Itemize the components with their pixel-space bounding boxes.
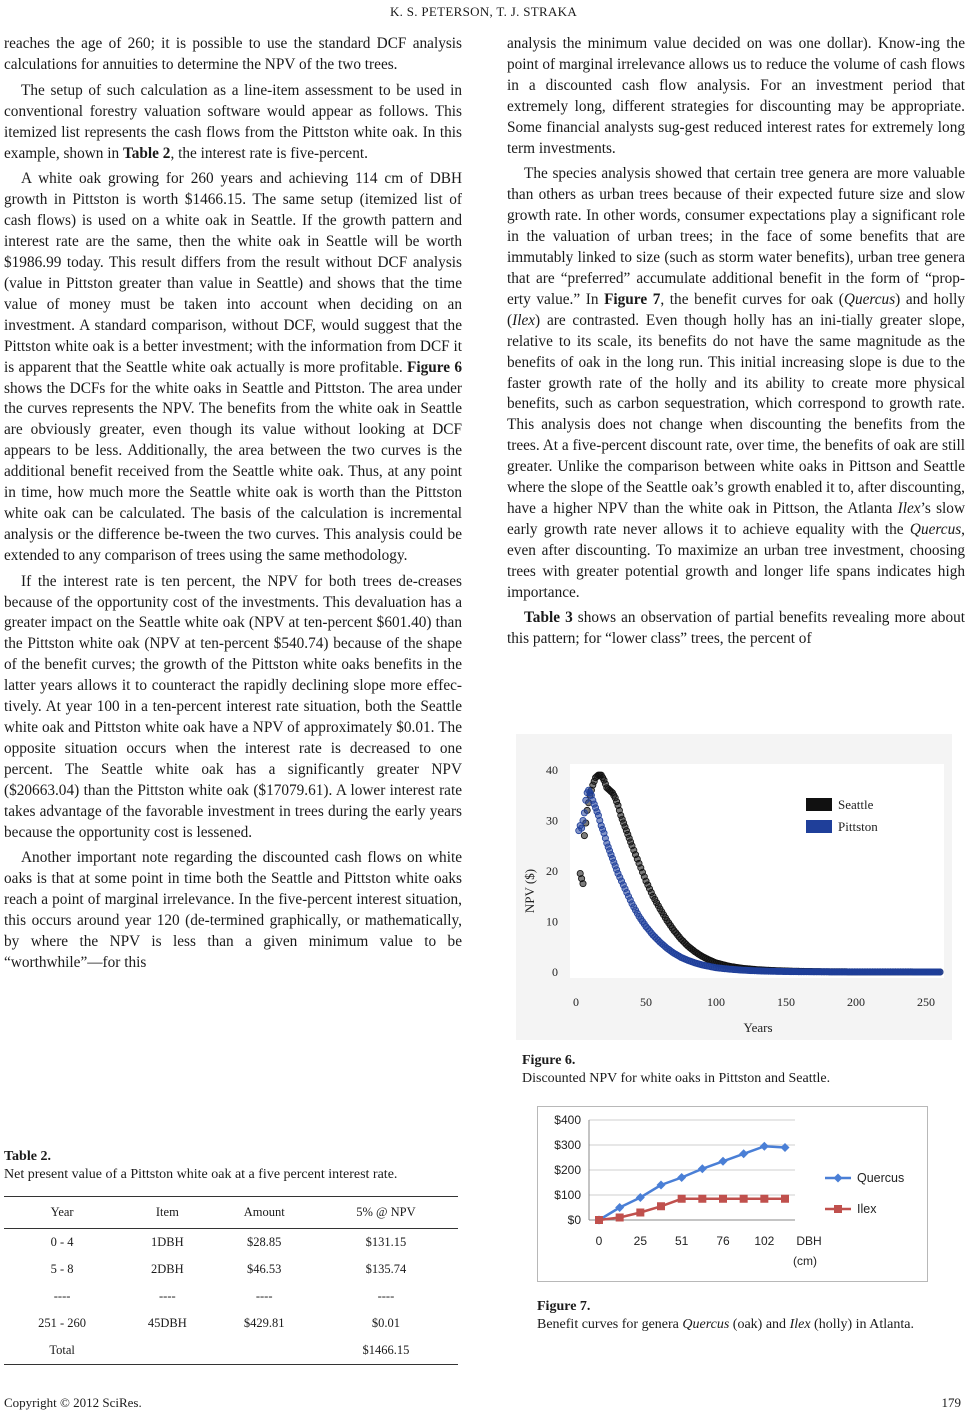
page-number: 179 [941,1395,961,1410]
data-point-seattle [580,881,586,887]
paragraph: analysis the minimum value decided on was one dollar). Know-ing the point of marginal irrelevance allows us to reduce the volume of cash flows in a discounted cash flow analysis. For an investment period that extremely long, different strategies for discounting may be appropriate. Some financial analysts sug-gest reduced interest rates for extremely long term investments. [507,35,965,157]
table-cell: $1466.15 [314,1337,458,1365]
table-row [4,1256,458,1283]
x-tick-label: 150 [777,995,795,1009]
x-tick-label: 100 [707,995,725,1009]
x-tick-label: 25 [633,1234,648,1248]
figure-caption-text: Benefit curves for genera Quercus (oak) and Ilex (holly) in Atlanta. [537,1317,914,1332]
figure-title: Figure 7. [537,1299,591,1314]
data-point-ilex [616,1214,624,1222]
table-cell: 251 - 260 [38,1316,87,1330]
x-axis-label-line2: (cm) [793,1254,817,1268]
paragraph: The species analysis showed that certain tree genera are more valuable than others as urban trees because of their expected future size and slow growth rate. In other words, consumer expectations play a significant role in the valuation of urban trees; in the face of some benefits that are immutably linked to size (such as storm water benefits), urban tree genera that are “preferred” accumulate additional benefit in the form of “prop-erty value.” In Figure 7, the benefit curves for oak (Quercus) and holly (Ilex) are contrasted. Even though holly has an ini-tially greater slope, relative to its scale, its benefits do not have the same magnitude as the benefits of oak in the long run. This initial increasing slope is due to the faster growth rate of the holly and its ability to create more physical benefits, such as carbon sequestration, which correspond to growth rate. This analysis does not change when discounting the benefits from the trees. At a five-percent discount rate, over time, the benefits of oak are still greater. Unlike the comparison between white oaks in Pittson and Seattle where the slope of the Seattle oak’s growth enabled it to, after discounting, have a higher NPV than the white oak in Pittson, the Atlanta Ilex’s slow early growth rate never allows it to achieve equality with the Quercus, even after discounting. To maximize an urban tree investment, choosing trees with greater potential growth and longer life spans indicates high importance. [507,165,965,601]
legend-label: Seattle [838,797,874,812]
data-point-ilex [719,1195,727,1203]
table-cell [120,1337,214,1365]
y-tick-label: $200 [554,1163,581,1177]
y-tick-label: $400 [554,1113,581,1127]
table-ref: Table 3 [524,609,573,627]
table-cell: $135.74 [365,1262,407,1276]
y-tick-label: 10 [546,914,558,929]
table-cell [215,1337,314,1365]
data-point-ilex [781,1195,789,1203]
legend-swatch [806,820,832,833]
table-cell: ---- [255,1289,273,1303]
table-cell: Total [4,1337,120,1365]
table-cell: 0 - 4 [50,1235,74,1249]
table-caption: Net present value of a Pittston white oak at a five percent interest rate. [4,1167,398,1182]
table-ref: Table 2 [122,144,171,162]
chart-frame [538,1107,928,1282]
figure-7-caption [537,1298,928,1334]
table-cell: 45DBH [147,1316,187,1330]
y-tick-label: 40 [546,763,558,777]
y-tick-label: 0 [552,965,558,979]
x-tick-label: 102 [754,1234,775,1248]
x-axis-label-line1: DBH [796,1234,822,1248]
right-column [507,34,965,655]
data-point-pittston [580,817,586,823]
data-point-seattle [581,833,587,839]
figure-caption-text: Discounted NPV for white oaks in Pittston and Seattle. [522,1071,831,1086]
x-tick-label: 76 [716,1234,730,1248]
paragraph: A white oak growing for 260 years and achieving 114 cm of DBH growth in Pittston is worth $1466.15. The same setup (itemized list of cash flows) is used on a white oak in Seattle. If the growth pattern and interest rate are the same, then the white oak in Seattle will be worth $1986.99 today. This result differs from the result without DCF analysis (value in Pittston greater than value in Seattle) and shows that the time value of money must be taken into account when deciding on an investment. A standard comparison, without DCF, would suggest that the Pittston white oak is a better investment; with the information from DCF it is apparent that the Seattle white oak actually is more profitable. Figure 6 shows the DCFs for the white oaks in Seattle and Pittston. The area under the curves represents the NPV. The benefits from the white oak in Seattle are obviously greater, even though its value without looking at DCF appears to be less. Additionally, the area between the two curves is the additional benefit received from the Seattle white oak. Thus, at any point in time, how much more the Seattle white oak is worth than the Pittston white oak can be calculated. The basis of the calculation is incremental analysis or the difference be-tween the two curves. This analysis could be extended to any comparison of trees using the same methodology. [4,170,463,564]
table-cell: 5 - 8 [50,1262,74,1276]
x-tick-label: 0 [573,995,579,1009]
data-point-pittston [937,969,943,975]
table-cell: $429.81 [243,1316,285,1330]
table-cell: $28.85 [247,1235,282,1249]
x-tick-label: 50 [640,995,652,1009]
x-tick-label: 250 [917,995,935,1009]
figure-title: Figure 6. [522,1053,576,1068]
table-cell: $131.15 [365,1235,407,1249]
y-axis-label: NPV ($) [522,868,537,914]
figure-ref: Figure 7 [604,290,661,308]
x-tick-label: 51 [674,1234,689,1248]
plot-area [570,764,944,978]
x-tick-label: 0 [595,1234,603,1248]
table-row [4,1229,458,1257]
data-point-ilex [657,1202,665,1210]
legend-marker [834,1205,842,1213]
data-point-pittston [583,797,589,803]
table-header-row [4,1197,458,1229]
table-2 [4,1148,458,1365]
table-title: Table 2. [4,1149,51,1164]
table-cell: ---- [159,1289,176,1303]
figure-6-npv-chart [516,734,952,1040]
npv-table [4,1196,458,1365]
legend-swatch [806,798,832,811]
paragraph: Table 3 shows an observation of partial benefits revealing more about this pattern; for “lower class” trees, the percent of [507,609,965,648]
table-row [4,1310,458,1337]
table-cell: ---- [377,1289,395,1303]
y-tick-label: $0 [567,1213,581,1227]
y-tick-label: $300 [554,1138,581,1152]
data-point-ilex [636,1209,644,1217]
legend-label: Ilex [857,1202,877,1216]
y-tick-label: 30 [546,813,558,828]
data-point-ilex [740,1195,748,1203]
figure-7-benefit-chart [537,1106,928,1282]
copyright-notice: Copyright © 2012 SciRes. [4,1395,142,1410]
x-axis-label: Years [743,1020,773,1035]
legend-label: Pittston [838,819,878,834]
paragraph: Another important note regarding the discounted cash flows on white oaks is that at some point in time both the Seattle and Pittston white oaks reach a point of marginal irrelevance. In the five-percent interest situation, this occurs around year 120 (de-termined graphically, or mathematically, by where the NPV is less than a given minimum value to be “worthwhile”—for this [4,849,462,971]
paragraph: reaches the age of 260; it is possible to use the standard DCF analysis calculations for annuities to determine the NPV of the two trees. [4,35,462,73]
column-header: Year [4,1197,120,1229]
table-cell: $46.53 [247,1262,282,1276]
table-cell: ---- [53,1289,71,1303]
table-cell: 1DBH [151,1235,184,1249]
y-tick-label: $100 [554,1188,581,1202]
table-cell: 2DBH [151,1262,184,1276]
legend-label: Quercus [857,1171,905,1185]
data-point-ilex [698,1195,706,1203]
x-tick-label: 200 [847,995,865,1009]
column-header: Amount [215,1197,314,1229]
data-point-ilex [595,1216,603,1224]
paragraph: If the interest rate is ten percent, the NPV for both trees de-creases because of the opportunity cost of the investments. This devaluation has a greater impact on the Seattle white oak (NPV at ten-percent $601.40) than the Pittston white oak (NPV at ten-percent $540.74) because of the shape of the benefit curves; the growth of the Pittston white oaks benefits in the latter years allows it to counteract the rapidly declining slope more effec-tively. At year 100 in a ten-percent interest rate situation, both the Seattle white oak and Pittston white oak have a NPV of approximately $0.01. The opposite situation occurs when the interest rate is decreased to one percent. The Seattle white oak has a significantly greater NPV ($20663.04) than the Pittston white oak ($17079.61). A lower interest rate takes advantage of the favorable investment in trees during the early years because the opportunity cost is lessened. [4,572,462,841]
column-header: 5% @ NPV [314,1197,458,1229]
table-row [4,1283,458,1310]
data-point-ilex [760,1195,768,1203]
data-point-ilex [678,1195,686,1203]
table-cell: $0.01 [371,1316,400,1330]
figure-ref: Figure 6 [406,358,462,376]
table-row [4,1337,458,1365]
data-point-pittston [579,825,585,831]
left-column [4,34,462,979]
data-point-pittston [581,810,587,816]
y-tick-label: 20 [546,864,558,878]
column-header: Item [120,1197,214,1229]
figure-6-caption [522,1052,942,1088]
running-head: K. S. PETERSON, T. J. STRAKA [389,4,578,19]
paragraph: The setup of such calculation as a line-item assessment to be used in conventional forestry valuation software would appear as follows. This itemized list represents the cash flows from the Pittston white oak. In this example, shown in Table 2, the interest rate is five-percent. [4,81,462,162]
